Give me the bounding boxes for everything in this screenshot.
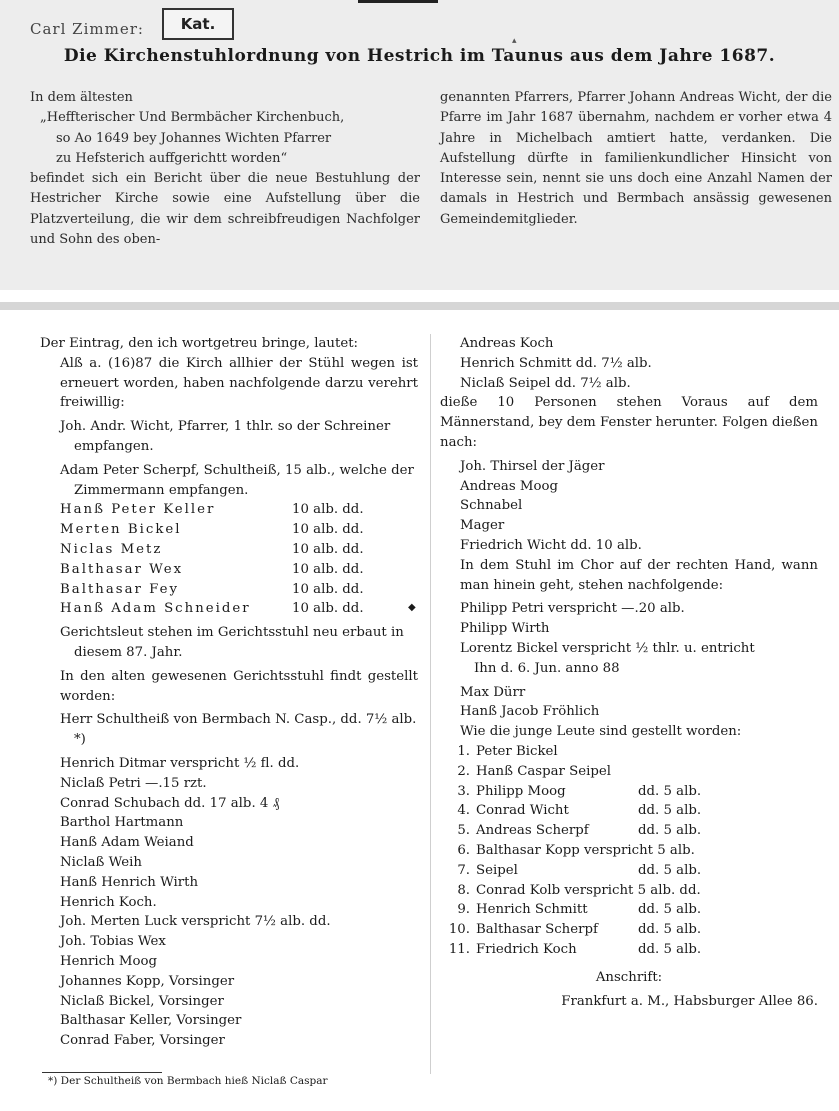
- donor-entry: Joh. Andr. Wicht, Pfarrer, 1 thlr. so der Schreiner empfangen.: [60, 419, 391, 454]
- young-number: 4.: [457, 803, 470, 819]
- name-entry: Andreas Moog: [460, 478, 559, 494]
- court-entry: Niclaß Petri —.15 rzt.: [60, 775, 207, 791]
- young-name: Balthasar Kopp verspricht 5 alb.: [476, 842, 695, 858]
- donor-row: [40, 500, 418, 520]
- donor-name: Hanß Peter Keller: [60, 502, 216, 518]
- page-edge: [0, 302, 839, 310]
- court-entry: Conrad Faber, Vorsinger: [60, 1033, 225, 1049]
- court-entry: Joh. Tobias Wex: [60, 934, 166, 950]
- intro-quote: so Ao 1649 bey Johannes Wichten Pfarrer: [56, 130, 332, 146]
- young-row: [440, 762, 818, 782]
- donor-row: [40, 580, 418, 600]
- young-name: Balthasar Scherpf: [476, 922, 598, 938]
- young-amount: dd. 5 alb.: [638, 902, 702, 918]
- catalog-stamp: Kat.: [162, 8, 234, 40]
- court-entry: Barthol Hartmann: [60, 815, 184, 831]
- court-entry: Johannes Kopp, Vorsinger: [60, 973, 235, 989]
- intro-statement: Der Eintrag, den ich wortgetreu bringe, lautet:: [40, 336, 359, 351]
- young-number: 1.: [457, 743, 470, 759]
- donor-entry: Adam Peter Scherpf, Schultheiß, 15 alb., welche der Zimmermann empfangen.: [60, 462, 414, 498]
- section-divider: [0, 290, 839, 302]
- court-entry: Henrich Koch.: [60, 894, 157, 910]
- donor-amount: 10 alb. dd.: [292, 502, 364, 518]
- court-entry: Joh. Merten Luck verspricht 7½ alb. dd.: [60, 914, 331, 930]
- court-entry: Conrad Schubach dd. 17 alb. 4 ₰: [60, 795, 280, 811]
- young-row: [440, 940, 818, 960]
- author-name: Carl Zimmer:: [30, 20, 144, 38]
- young-amount: dd. 5 alb.: [638, 922, 702, 938]
- name-entry: Niclaß Seipel dd. 7½ alb.: [460, 375, 631, 391]
- court-entry: Balthasar Keller, Vorsinger: [60, 1013, 242, 1029]
- young-number: 3.: [457, 783, 470, 799]
- young-number: 9.: [457, 902, 470, 918]
- young-number: 11.: [448, 941, 470, 957]
- entry-paragraph: In den alten gewesenen Gerichtsstuhl findt gestellt worden:: [60, 668, 418, 704]
- court-entry: Hanß Henrich Wirth: [60, 874, 199, 890]
- right-column: [440, 334, 818, 1011]
- donor-amount: 10 alb. dd.: [292, 601, 364, 617]
- name-entry: Mager: [460, 518, 505, 534]
- donor-name: Balthasar Wex: [60, 561, 184, 577]
- donor-row: [40, 599, 418, 619]
- entry-paragraph: Gerichtsleut stehen im Gerichtsstuhl neu erbaut in diesem 87. Jahr.: [60, 625, 404, 660]
- young-row: [440, 861, 818, 881]
- donor-name: Hanß Adam Schneider: [60, 601, 251, 617]
- donor-amount: 10 alb. dd.: [292, 561, 364, 577]
- young-number: 2.: [457, 763, 470, 779]
- entry-paragraph: Wie die junge Leute sind gestellt worden:: [460, 724, 742, 740]
- name-entry: Friedrich Wicht dd. 10 alb.: [460, 537, 642, 553]
- entry-paragraph: In dem Stuhl im Chor auf der rechten Hand, wann man hinein geht, stehen nachfolgende:: [460, 557, 818, 593]
- donor-row: [40, 560, 418, 580]
- donor-amount: 10 alb. dd.: [292, 581, 364, 597]
- donor-name: Balthasar Fey: [60, 581, 180, 597]
- court-entry: Henrich Ditmar verspricht ½ fl. dd.: [60, 755, 300, 771]
- court-entry: Niclaß Weih: [60, 854, 142, 870]
- donor-name: Merten Bickel: [60, 522, 182, 538]
- court-entry: Niclaß Bickel, Vorsinger: [60, 993, 224, 1009]
- young-number: 10.: [448, 922, 470, 938]
- young-row: [440, 801, 818, 821]
- young-row: [440, 742, 818, 762]
- choir-entry: Hanß Jacob Fröhlich: [460, 704, 600, 720]
- donor-row: [40, 520, 418, 540]
- young-name: Hanß Caspar Seipel: [476, 763, 612, 779]
- young-amount: dd. 5 alb.: [638, 862, 702, 878]
- choir-entry: Max Dürr: [460, 684, 526, 700]
- footnote: *) Der Schultheiß von Bermbach hieß Niclaß Caspar: [48, 1075, 328, 1087]
- choir-entry: Philipp Wirth: [460, 621, 550, 637]
- young-name: Andreas Scherpf: [476, 823, 589, 839]
- choir-entry: Philipp Petri verspricht —.20 alb.: [460, 601, 685, 617]
- young-number: 8.: [457, 882, 470, 898]
- court-entry: Herr Schultheiß von Bermbach N. Casp., dd. 7½ alb. *): [60, 712, 417, 748]
- intro-paragraph: genannten Pfarrers, Pfarrer Johann Andreas Wicht, der die Pfarre im Jahr 1687 übernahm, nachdem er vorher etwa 4 Jahre in Michelbach amtiert hatte, verdanken. Die Aufstellung dürfte in familienkundlicher Hinsicht von Interesse sein, nennt sie uns doch eine Anzahl Namen der damals in Hestrich und Bermbach ansässig gewesenen Gemeindemitglieder.: [440, 90, 832, 227]
- name-entry: Henrich Schmitt dd. 7½ alb.: [460, 355, 652, 371]
- choir-entry: Lorentz Bickel verspricht ½ thlr. u. entricht: [460, 640, 755, 656]
- name-entry: Andreas Koch: [460, 336, 554, 351]
- intro-line: In dem ältesten: [30, 90, 133, 105]
- young-row: [440, 881, 818, 901]
- young-row: [440, 900, 818, 920]
- young-name: Conrad Kolb verspricht 5 alb. dd.: [476, 882, 701, 898]
- young-name: Henrich Schmitt: [476, 902, 588, 918]
- young-row: [440, 920, 818, 940]
- ink-mark: ▴: [512, 36, 517, 46]
- young-amount: dd. 5 alb.: [638, 823, 702, 839]
- young-amount: dd. 5 alb.: [638, 941, 702, 957]
- young-name: Conrad Wicht: [476, 803, 569, 819]
- young-row: [440, 841, 818, 861]
- young-number: 5.: [457, 823, 470, 839]
- court-entry: Hanß Adam Weiand: [60, 835, 194, 851]
- choir-entry: Ihn d. 6. Jun. anno 88: [474, 660, 620, 676]
- young-amount: dd. 5 alb.: [638, 783, 702, 799]
- donor-row: [40, 540, 418, 560]
- article-title: Die Kirchenstuhlordnung von Hestrich im Taunus aus dem Jahre 1687.: [63, 46, 776, 66]
- footnote-rule: [42, 1072, 162, 1073]
- entry-paragraph: Alß a. (16)87 die Kirch allhier der Stühl wegen ist erneuert worden, haben nachfolgende darzu verehrt freiwillig:: [60, 355, 418, 411]
- address-label: Anschrift:: [595, 969, 663, 985]
- donor-amount: 10 alb. dd.: [292, 541, 364, 557]
- donor-name: Niclas Metz: [60, 541, 163, 557]
- author-address: Frankfurt a. M., Habsburger Allee 86.: [561, 993, 818, 1009]
- intro-quote: zu Hefsterich auffgerichtt worden“: [56, 150, 288, 166]
- young-name: Peter Bickel: [476, 743, 558, 759]
- young-name: Philipp Moog: [476, 783, 566, 799]
- young-number: 7.: [457, 862, 470, 878]
- intro-left-column: [30, 88, 420, 250]
- top-rule: [358, 0, 438, 3]
- young-row: [440, 782, 818, 802]
- young-number: 6.: [457, 842, 470, 858]
- name-entry: Joh. Thirsel der Jäger: [460, 458, 605, 474]
- intro-right-column: [440, 88, 832, 230]
- donor-amount: 10 alb. dd.: [292, 522, 364, 538]
- left-column: [40, 334, 418, 1051]
- name-entry: Schnabel: [460, 498, 523, 514]
- entry-paragraph: dieße 10 Personen stehen Voraus auf dem Männerstand, bey dem Fenster herunter. Folgen dießen nach:: [440, 395, 818, 450]
- ink-mark: ◆: [408, 602, 416, 613]
- young-row: [440, 821, 818, 841]
- court-entry: Henrich Moog: [60, 953, 158, 969]
- young-name: Seipel: [476, 862, 518, 878]
- column-rule: [430, 334, 431, 1074]
- intro-quote: „Heffterischer Und Bermbächer Kirchenbuch,: [40, 110, 345, 126]
- intro-paragraph: befindet sich ein Bericht über die neue Bestuhlung der Hestricher Kirche sowie eine Aufstellung über die Platzverteilung, die wir dem schreibfreudigen Nachfolger und Sohn des oben-: [30, 171, 420, 248]
- young-name: Friedrich Koch: [476, 941, 577, 957]
- young-amount: dd. 5 alb.: [638, 803, 702, 819]
